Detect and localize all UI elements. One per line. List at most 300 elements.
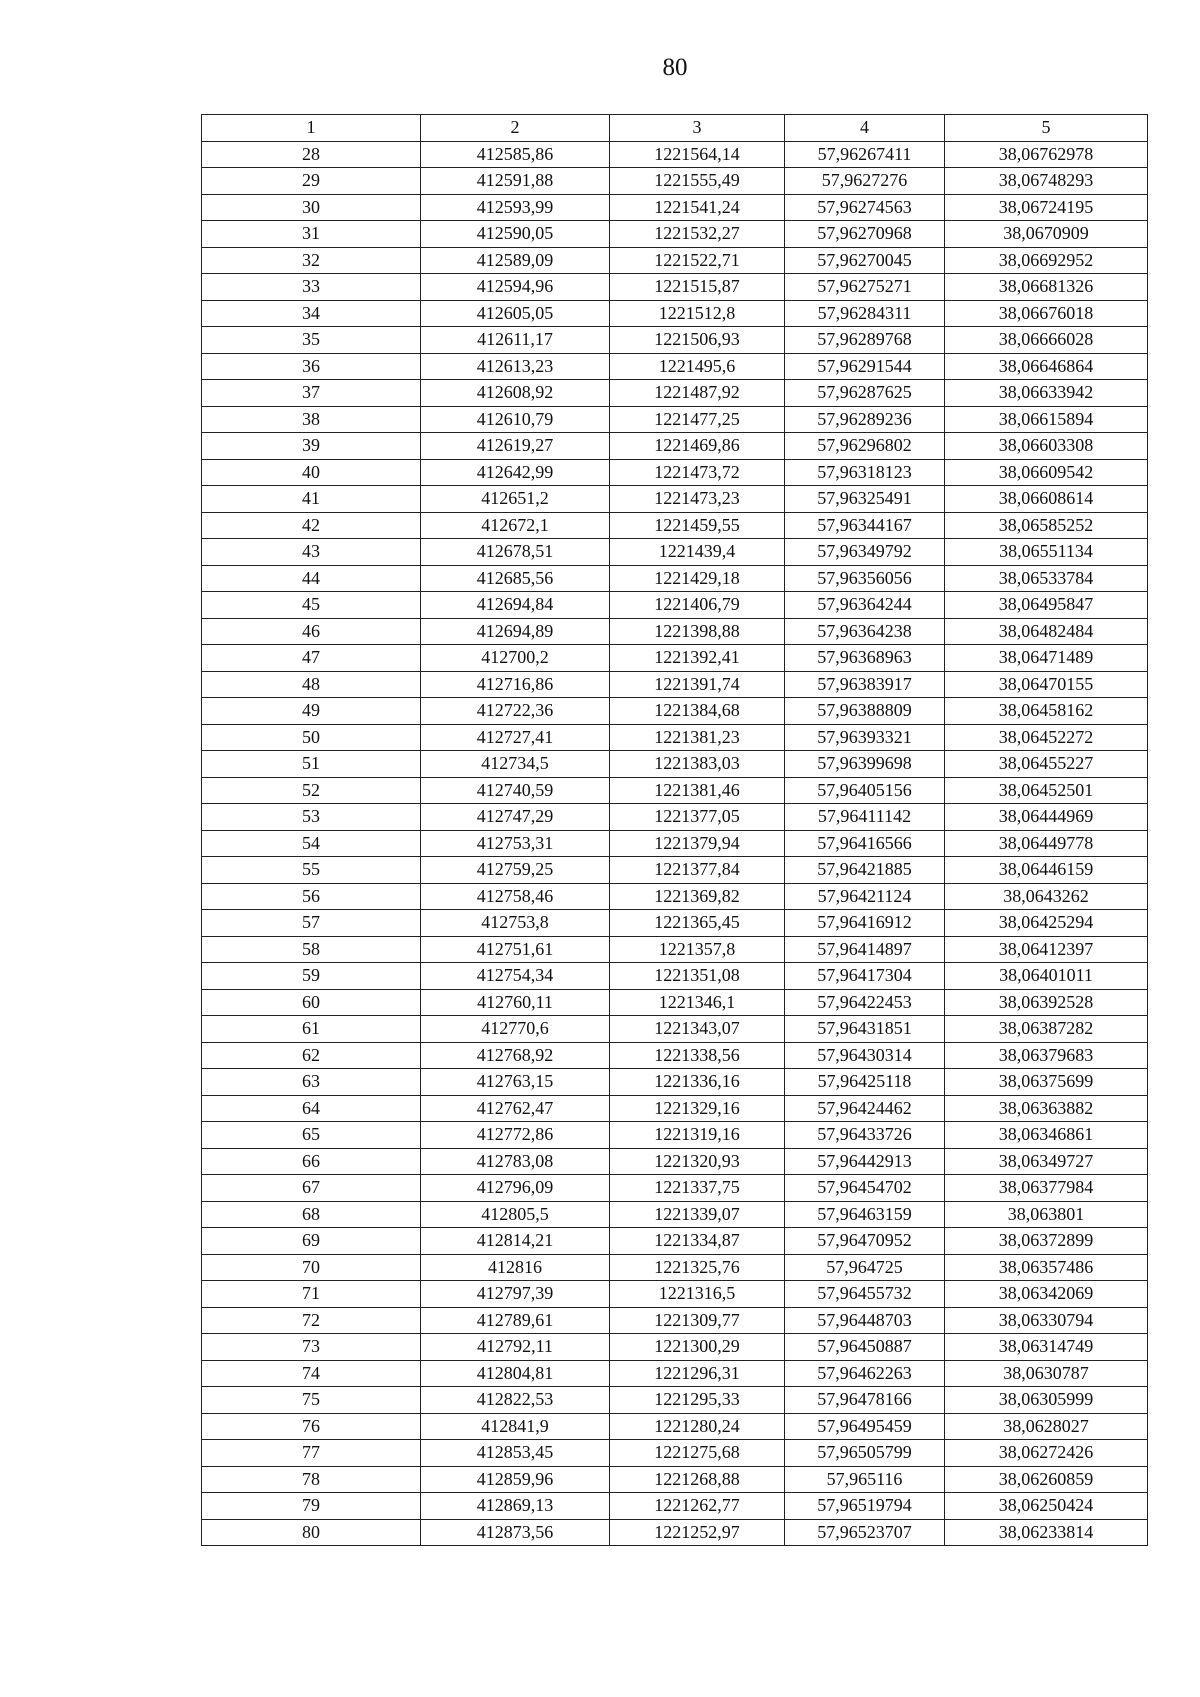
table-cell-col-5: 38,06452501 bbox=[945, 777, 1148, 804]
table-cell-col-3: 1221377,84 bbox=[610, 857, 785, 884]
table-cell-col-1: 71 bbox=[202, 1281, 421, 1308]
table-cell-col-4: 57,96442913 bbox=[785, 1148, 945, 1175]
table-row bbox=[202, 724, 1148, 751]
table-cell-col-2: 412694,89 bbox=[421, 618, 610, 645]
table-cell-col-3: 1221339,07 bbox=[610, 1201, 785, 1228]
table-cell-col-1: 65 bbox=[202, 1122, 421, 1149]
table-row bbox=[202, 936, 1148, 963]
table-row bbox=[202, 618, 1148, 645]
table-cell-col-5: 38,06676018 bbox=[945, 300, 1148, 327]
table-row bbox=[202, 1360, 1148, 1387]
table-cell-col-4: 57,96270968 bbox=[785, 221, 945, 248]
table-row bbox=[202, 380, 1148, 407]
table-cell-col-2: 412590,05 bbox=[421, 221, 610, 248]
table-row bbox=[202, 353, 1148, 380]
table-cell-col-3: 1221319,16 bbox=[610, 1122, 785, 1149]
table-cell-col-3: 1221377,05 bbox=[610, 804, 785, 831]
table-cell-col-2: 412804,81 bbox=[421, 1360, 610, 1387]
table-row bbox=[202, 645, 1148, 672]
table-cell-col-3: 1221295,33 bbox=[610, 1387, 785, 1414]
table-cell-col-4: 57,96463159 bbox=[785, 1201, 945, 1228]
table-cell-col-1: 78 bbox=[202, 1466, 421, 1493]
table-cell-col-1: 28 bbox=[202, 141, 421, 168]
table-cell-col-3: 1221252,97 bbox=[610, 1519, 785, 1546]
column-header-1: 1 bbox=[202, 115, 421, 142]
table-cell-col-3: 1221365,45 bbox=[610, 910, 785, 937]
table-cell-col-5: 38,06375699 bbox=[945, 1069, 1148, 1096]
table-cell-col-1: 70 bbox=[202, 1254, 421, 1281]
table-cell-col-3: 1221343,07 bbox=[610, 1016, 785, 1043]
table-cell-col-2: 412796,09 bbox=[421, 1175, 610, 1202]
table-cell-col-1: 73 bbox=[202, 1334, 421, 1361]
table-row bbox=[202, 830, 1148, 857]
table-cell-col-1: 79 bbox=[202, 1493, 421, 1520]
table-cell-col-2: 412740,59 bbox=[421, 777, 610, 804]
table-row bbox=[202, 327, 1148, 354]
table-cell-col-4: 57,96344167 bbox=[785, 512, 945, 539]
table-cell-col-5: 38,06724195 bbox=[945, 194, 1148, 221]
column-header-2: 2 bbox=[421, 115, 610, 142]
table-cell-col-2: 412700,2 bbox=[421, 645, 610, 672]
table-cell-col-1: 69 bbox=[202, 1228, 421, 1255]
table-cell-col-5: 38,06349727 bbox=[945, 1148, 1148, 1175]
table-cell-col-4: 57,96450887 bbox=[785, 1334, 945, 1361]
table-row bbox=[202, 1095, 1148, 1122]
table-cell-col-1: 30 bbox=[202, 194, 421, 221]
table-cell-col-1: 48 bbox=[202, 671, 421, 698]
table-cell-col-4: 57,96383917 bbox=[785, 671, 945, 698]
table-row bbox=[202, 1440, 1148, 1467]
table-cell-col-2: 412753,31 bbox=[421, 830, 610, 857]
table-cell-col-4: 57,96470952 bbox=[785, 1228, 945, 1255]
table-row bbox=[202, 1254, 1148, 1281]
table-cell-col-5: 38,06458162 bbox=[945, 698, 1148, 725]
table-cell-col-5: 38,06609542 bbox=[945, 459, 1148, 486]
table-cell-col-1: 36 bbox=[202, 353, 421, 380]
table-cell-col-3: 1221555,49 bbox=[610, 168, 785, 195]
table-cell-col-5: 38,06603308 bbox=[945, 433, 1148, 460]
table-cell-col-3: 1221381,23 bbox=[610, 724, 785, 751]
table-row bbox=[202, 406, 1148, 433]
table-cell-col-1: 76 bbox=[202, 1413, 421, 1440]
table-row bbox=[202, 1122, 1148, 1149]
table-cell-col-1: 56 bbox=[202, 883, 421, 910]
table-cell-col-1: 62 bbox=[202, 1042, 421, 1069]
table-cell-col-1: 64 bbox=[202, 1095, 421, 1122]
table-cell-col-1: 54 bbox=[202, 830, 421, 857]
table-cell-col-1: 45 bbox=[202, 592, 421, 619]
table-cell-col-2: 412651,2 bbox=[421, 486, 610, 513]
table-cell-col-4: 57,96411142 bbox=[785, 804, 945, 831]
table-row bbox=[202, 1413, 1148, 1440]
table-cell-col-2: 412593,99 bbox=[421, 194, 610, 221]
table-cell-col-2: 412758,46 bbox=[421, 883, 610, 910]
table-cell-col-3: 1221320,93 bbox=[610, 1148, 785, 1175]
table-cell-col-5: 38,06330794 bbox=[945, 1307, 1148, 1334]
table-cell-col-4: 57,96495459 bbox=[785, 1413, 945, 1440]
table-cell-col-4: 57,96431851 bbox=[785, 1016, 945, 1043]
table-cell-col-2: 412747,29 bbox=[421, 804, 610, 831]
table-cell-col-1: 77 bbox=[202, 1440, 421, 1467]
table-cell-col-5: 38,06233814 bbox=[945, 1519, 1148, 1546]
table-cell-col-3: 1221384,68 bbox=[610, 698, 785, 725]
table-cell-col-4: 57,96364238 bbox=[785, 618, 945, 645]
table-cell-col-5: 38,06470155 bbox=[945, 671, 1148, 698]
table-cell-col-5: 38,06495847 bbox=[945, 592, 1148, 619]
table-cell-col-2: 412751,61 bbox=[421, 936, 610, 963]
table-cell-col-5: 38,06666028 bbox=[945, 327, 1148, 354]
table-row bbox=[202, 221, 1148, 248]
table-cell-col-2: 412759,25 bbox=[421, 857, 610, 884]
table-cell-col-5: 38,06681326 bbox=[945, 274, 1148, 301]
table-cell-col-3: 1221346,1 bbox=[610, 989, 785, 1016]
table-cell-col-2: 412853,45 bbox=[421, 1440, 610, 1467]
table-cell-col-2: 412792,11 bbox=[421, 1334, 610, 1361]
table-cell-col-5: 38,06646864 bbox=[945, 353, 1148, 380]
table-cell-col-1: 49 bbox=[202, 698, 421, 725]
table-cell-col-4: 57,96417304 bbox=[785, 963, 945, 990]
table-cell-col-4: 57,96414897 bbox=[785, 936, 945, 963]
table-row bbox=[202, 247, 1148, 274]
table-cell-col-4: 57,96356056 bbox=[785, 565, 945, 592]
table-cell-col-1: 41 bbox=[202, 486, 421, 513]
table-cell-col-1: 60 bbox=[202, 989, 421, 1016]
table-cell-col-3: 1221325,76 bbox=[610, 1254, 785, 1281]
table-cell-col-3: 1221406,79 bbox=[610, 592, 785, 619]
table-row bbox=[202, 963, 1148, 990]
table-cell-col-1: 35 bbox=[202, 327, 421, 354]
table-cell-col-3: 1221280,24 bbox=[610, 1413, 785, 1440]
table-row bbox=[202, 698, 1148, 725]
table-cell-col-4: 57,96478166 bbox=[785, 1387, 945, 1414]
table-row bbox=[202, 592, 1148, 619]
table-cell-col-1: 53 bbox=[202, 804, 421, 831]
table-cell-col-1: 80 bbox=[202, 1519, 421, 1546]
table-cell-col-5: 38,06633942 bbox=[945, 380, 1148, 407]
table-cell-col-1: 47 bbox=[202, 645, 421, 672]
table-cell-col-4: 57,96416566 bbox=[785, 830, 945, 857]
table-row bbox=[202, 459, 1148, 486]
table-cell-col-2: 412722,36 bbox=[421, 698, 610, 725]
table-cell-col-5: 38,06425294 bbox=[945, 910, 1148, 937]
table-cell-col-2: 412873,56 bbox=[421, 1519, 610, 1546]
table-cell-col-4: 57,96433726 bbox=[785, 1122, 945, 1149]
table-cell-col-3: 1221296,31 bbox=[610, 1360, 785, 1387]
table-cell-col-4: 57,96368963 bbox=[785, 645, 945, 672]
table-cell-col-3: 1221522,71 bbox=[610, 247, 785, 274]
table-cell-col-2: 412611,17 bbox=[421, 327, 610, 354]
table-cell-col-1: 72 bbox=[202, 1307, 421, 1334]
table-cell-col-2: 412770,6 bbox=[421, 1016, 610, 1043]
table-cell-col-2: 412608,92 bbox=[421, 380, 610, 407]
table-cell-col-3: 1221391,74 bbox=[610, 671, 785, 698]
table-cell-col-1: 57 bbox=[202, 910, 421, 937]
table-cell-col-2: 412797,39 bbox=[421, 1281, 610, 1308]
table-cell-col-3: 1221268,88 bbox=[610, 1466, 785, 1493]
table-cell-col-4: 57,96425118 bbox=[785, 1069, 945, 1096]
table-cell-col-5: 38,06363882 bbox=[945, 1095, 1148, 1122]
table-cell-col-5: 38,06346861 bbox=[945, 1122, 1148, 1149]
table-cell-col-1: 39 bbox=[202, 433, 421, 460]
table-row bbox=[202, 1519, 1148, 1546]
table-row bbox=[202, 1334, 1148, 1361]
table-cell-col-5: 38,06615894 bbox=[945, 406, 1148, 433]
table-cell-col-2: 412789,61 bbox=[421, 1307, 610, 1334]
table-row bbox=[202, 1042, 1148, 1069]
table-row bbox=[202, 433, 1148, 460]
table-row bbox=[202, 1387, 1148, 1414]
table-cell-col-2: 412859,96 bbox=[421, 1466, 610, 1493]
table-cell-col-3: 1221316,5 bbox=[610, 1281, 785, 1308]
table-cell-col-3: 1221429,18 bbox=[610, 565, 785, 592]
table-cell-col-1: 51 bbox=[202, 751, 421, 778]
table-cell-col-5: 38,06762978 bbox=[945, 141, 1148, 168]
table-cell-col-4: 57,96270045 bbox=[785, 247, 945, 274]
table-cell-col-2: 412754,34 bbox=[421, 963, 610, 990]
table-cell-col-4: 57,96462263 bbox=[785, 1360, 945, 1387]
table-cell-col-3: 1221469,86 bbox=[610, 433, 785, 460]
table-cell-col-5: 38,0630787 bbox=[945, 1360, 1148, 1387]
table-row bbox=[202, 1175, 1148, 1202]
table-cell-col-1: 68 bbox=[202, 1201, 421, 1228]
table-cell-col-5: 38,06392528 bbox=[945, 989, 1148, 1016]
table-cell-col-3: 1221300,29 bbox=[610, 1334, 785, 1361]
table-cell-col-5: 38,06444969 bbox=[945, 804, 1148, 831]
table-cell-col-2: 412613,23 bbox=[421, 353, 610, 380]
table-row bbox=[202, 565, 1148, 592]
table-cell-col-2: 412805,5 bbox=[421, 1201, 610, 1228]
table-cell-col-5: 38,06272426 bbox=[945, 1440, 1148, 1467]
table-cell-col-1: 34 bbox=[202, 300, 421, 327]
table-cell-col-4: 57,96388809 bbox=[785, 698, 945, 725]
table-cell-col-5: 38,06551134 bbox=[945, 539, 1148, 566]
table-cell-col-4: 57,96349792 bbox=[785, 539, 945, 566]
table-cell-col-3: 1221473,23 bbox=[610, 486, 785, 513]
table-cell-col-1: 38 bbox=[202, 406, 421, 433]
table-cell-col-2: 412672,1 bbox=[421, 512, 610, 539]
table-cell-col-5: 38,06357486 bbox=[945, 1254, 1148, 1281]
table-cell-col-3: 1221309,77 bbox=[610, 1307, 785, 1334]
table-cell-col-4: 57,965116 bbox=[785, 1466, 945, 1493]
table-cell-col-2: 412783,08 bbox=[421, 1148, 610, 1175]
table-cell-col-1: 58 bbox=[202, 936, 421, 963]
table-cell-col-2: 412685,56 bbox=[421, 565, 610, 592]
table-cell-col-1: 37 bbox=[202, 380, 421, 407]
table-cell-col-5: 38,06401011 bbox=[945, 963, 1148, 990]
table-cell-col-3: 1221338,56 bbox=[610, 1042, 785, 1069]
table-cell-col-1: 74 bbox=[202, 1360, 421, 1387]
page-number: 80 bbox=[662, 54, 688, 81]
table-cell-col-4: 57,96296802 bbox=[785, 433, 945, 460]
table-cell-col-1: 33 bbox=[202, 274, 421, 301]
table-cell-col-5: 38,06585252 bbox=[945, 512, 1148, 539]
table-row bbox=[202, 857, 1148, 884]
table-body bbox=[202, 141, 1148, 1546]
table-cell-col-2: 412589,09 bbox=[421, 247, 610, 274]
table-row bbox=[202, 804, 1148, 831]
table-cell-col-1: 61 bbox=[202, 1016, 421, 1043]
table-cell-col-1: 31 bbox=[202, 221, 421, 248]
table-cell-col-5: 38,06533784 bbox=[945, 565, 1148, 592]
table-cell-col-4: 57,96364244 bbox=[785, 592, 945, 619]
table-cell-col-1: 42 bbox=[202, 512, 421, 539]
table-cell-col-2: 412585,86 bbox=[421, 141, 610, 168]
table-cell-col-5: 38,06342069 bbox=[945, 1281, 1148, 1308]
table-row bbox=[202, 989, 1148, 1016]
table-cell-col-5: 38,06412397 bbox=[945, 936, 1148, 963]
table-cell-col-2: 412694,84 bbox=[421, 592, 610, 619]
table-cell-col-5: 38,06250424 bbox=[945, 1493, 1148, 1520]
table-cell-col-4: 57,96318123 bbox=[785, 459, 945, 486]
table-cell-col-4: 57,96284311 bbox=[785, 300, 945, 327]
table-cell-col-4: 57,96416912 bbox=[785, 910, 945, 937]
coordinates-table bbox=[201, 114, 1148, 1546]
table-cell-col-1: 44 bbox=[202, 565, 421, 592]
table-row bbox=[202, 777, 1148, 804]
table-cell-col-3: 1221337,75 bbox=[610, 1175, 785, 1202]
table-cell-col-5: 38,06452272 bbox=[945, 724, 1148, 751]
table-cell-col-4: 57,96405156 bbox=[785, 777, 945, 804]
column-header-4: 4 bbox=[785, 115, 945, 142]
table-cell-col-4: 57,964725 bbox=[785, 1254, 945, 1281]
table-cell-col-4: 57,96393321 bbox=[785, 724, 945, 751]
table-cell-col-1: 29 bbox=[202, 168, 421, 195]
table-cell-col-4: 57,96430314 bbox=[785, 1042, 945, 1069]
table-row bbox=[202, 168, 1148, 195]
table-cell-col-2: 412814,21 bbox=[421, 1228, 610, 1255]
table-cell-col-2: 412610,79 bbox=[421, 406, 610, 433]
table-cell-col-3: 1221439,4 bbox=[610, 539, 785, 566]
table-row bbox=[202, 671, 1148, 698]
table-cell-col-4: 57,96422453 bbox=[785, 989, 945, 1016]
column-header-5: 5 bbox=[945, 115, 1148, 142]
column-header-3: 3 bbox=[610, 115, 785, 142]
table-cell-col-2: 412605,05 bbox=[421, 300, 610, 327]
table-cell-col-5: 38,06377984 bbox=[945, 1175, 1148, 1202]
table-cell-col-2: 412716,86 bbox=[421, 671, 610, 698]
table-row bbox=[202, 539, 1148, 566]
table-cell-col-5: 38,06372899 bbox=[945, 1228, 1148, 1255]
table-row bbox=[202, 141, 1148, 168]
table-cell-col-3: 1221369,82 bbox=[610, 883, 785, 910]
table-cell-col-5: 38,06449778 bbox=[945, 830, 1148, 857]
table-row bbox=[202, 1466, 1148, 1493]
table-cell-col-2: 412869,13 bbox=[421, 1493, 610, 1520]
table-cell-col-4: 57,96289236 bbox=[785, 406, 945, 433]
table-cell-col-5: 38,06446159 bbox=[945, 857, 1148, 884]
table-row bbox=[202, 883, 1148, 910]
table-cell-col-4: 57,96287625 bbox=[785, 380, 945, 407]
table-cell-col-5: 38,06608614 bbox=[945, 486, 1148, 513]
table-cell-col-1: 50 bbox=[202, 724, 421, 751]
table-cell-col-2: 412734,5 bbox=[421, 751, 610, 778]
table-row bbox=[202, 1281, 1148, 1308]
table-cell-col-3: 1221473,72 bbox=[610, 459, 785, 486]
table-cell-col-4: 57,96421885 bbox=[785, 857, 945, 884]
table-cell-col-5: 38,06379683 bbox=[945, 1042, 1148, 1069]
table-cell-col-3: 1221357,8 bbox=[610, 936, 785, 963]
table-cell-col-4: 57,96505799 bbox=[785, 1440, 945, 1467]
table-cell-col-2: 412678,51 bbox=[421, 539, 610, 566]
table-cell-col-2: 412772,86 bbox=[421, 1122, 610, 1149]
table-cell-col-1: 32 bbox=[202, 247, 421, 274]
table-cell-col-2: 412594,96 bbox=[421, 274, 610, 301]
table-row bbox=[202, 1016, 1148, 1043]
table-cell-col-3: 1221564,14 bbox=[610, 141, 785, 168]
table-row bbox=[202, 486, 1148, 513]
table-cell-col-5: 38,06482484 bbox=[945, 618, 1148, 645]
table-cell-col-1: 66 bbox=[202, 1148, 421, 1175]
table-cell-col-3: 1221351,08 bbox=[610, 963, 785, 990]
table-cell-col-4: 57,96289768 bbox=[785, 327, 945, 354]
table-cell-col-5: 38,06748293 bbox=[945, 168, 1148, 195]
table-cell-col-1: 40 bbox=[202, 459, 421, 486]
table-cell-col-3: 1221512,8 bbox=[610, 300, 785, 327]
table-cell-col-4: 57,9627276 bbox=[785, 168, 945, 195]
table-cell-col-4: 57,96325491 bbox=[785, 486, 945, 513]
table-row bbox=[202, 1307, 1148, 1334]
table-cell-col-3: 1221336,16 bbox=[610, 1069, 785, 1096]
table-cell-col-3: 1221381,46 bbox=[610, 777, 785, 804]
table-cell-col-4: 57,96267411 bbox=[785, 141, 945, 168]
table-cell-col-2: 412753,8 bbox=[421, 910, 610, 937]
table-cell-col-2: 412763,15 bbox=[421, 1069, 610, 1096]
table-cell-col-3: 1221334,87 bbox=[610, 1228, 785, 1255]
table-cell-col-5: 38,06471489 bbox=[945, 645, 1148, 672]
table-cell-col-1: 59 bbox=[202, 963, 421, 990]
table-cell-col-2: 412816 bbox=[421, 1254, 610, 1281]
table-cell-col-3: 1221275,68 bbox=[610, 1440, 785, 1467]
table-cell-col-1: 43 bbox=[202, 539, 421, 566]
table-cell-col-3: 1221329,16 bbox=[610, 1095, 785, 1122]
table-header bbox=[202, 115, 1148, 142]
table-cell-col-4: 57,96455732 bbox=[785, 1281, 945, 1308]
table-cell-col-3: 1221392,41 bbox=[610, 645, 785, 672]
table-cell-col-2: 412822,53 bbox=[421, 1387, 610, 1414]
table-row bbox=[202, 910, 1148, 937]
table-cell-col-2: 412619,27 bbox=[421, 433, 610, 460]
table-cell-col-4: 57,96399698 bbox=[785, 751, 945, 778]
table-row bbox=[202, 1069, 1148, 1096]
table-cell-col-5: 38,06314749 bbox=[945, 1334, 1148, 1361]
table-cell-col-4: 57,96454702 bbox=[785, 1175, 945, 1202]
table-cell-col-4: 57,96523707 bbox=[785, 1519, 945, 1546]
table-row bbox=[202, 1148, 1148, 1175]
table-cell-col-2: 412760,11 bbox=[421, 989, 610, 1016]
table-cell-col-5: 38,0628027 bbox=[945, 1413, 1148, 1440]
table-cell-col-1: 63 bbox=[202, 1069, 421, 1096]
table-cell-col-1: 75 bbox=[202, 1387, 421, 1414]
table-cell-col-3: 1221398,88 bbox=[610, 618, 785, 645]
table-row bbox=[202, 194, 1148, 221]
table-cell-col-4: 57,96274563 bbox=[785, 194, 945, 221]
table-cell-col-3: 1221383,03 bbox=[610, 751, 785, 778]
table-row bbox=[202, 300, 1148, 327]
table-cell-col-1: 67 bbox=[202, 1175, 421, 1202]
table-cell-col-5: 38,0670909 bbox=[945, 221, 1148, 248]
table-row bbox=[202, 751, 1148, 778]
table-cell-col-3: 1221495,6 bbox=[610, 353, 785, 380]
table-cell-col-5: 38,06260859 bbox=[945, 1466, 1148, 1493]
table-cell-col-4: 57,96291544 bbox=[785, 353, 945, 380]
table-cell-col-5: 38,0643262 bbox=[945, 883, 1148, 910]
table-cell-col-2: 412727,41 bbox=[421, 724, 610, 751]
table-row bbox=[202, 1228, 1148, 1255]
table-cell-col-2: 412762,47 bbox=[421, 1095, 610, 1122]
table-cell-col-4: 57,96448703 bbox=[785, 1307, 945, 1334]
table-cell-col-5: 38,063801 bbox=[945, 1201, 1148, 1228]
table-cell-col-1: 46 bbox=[202, 618, 421, 645]
